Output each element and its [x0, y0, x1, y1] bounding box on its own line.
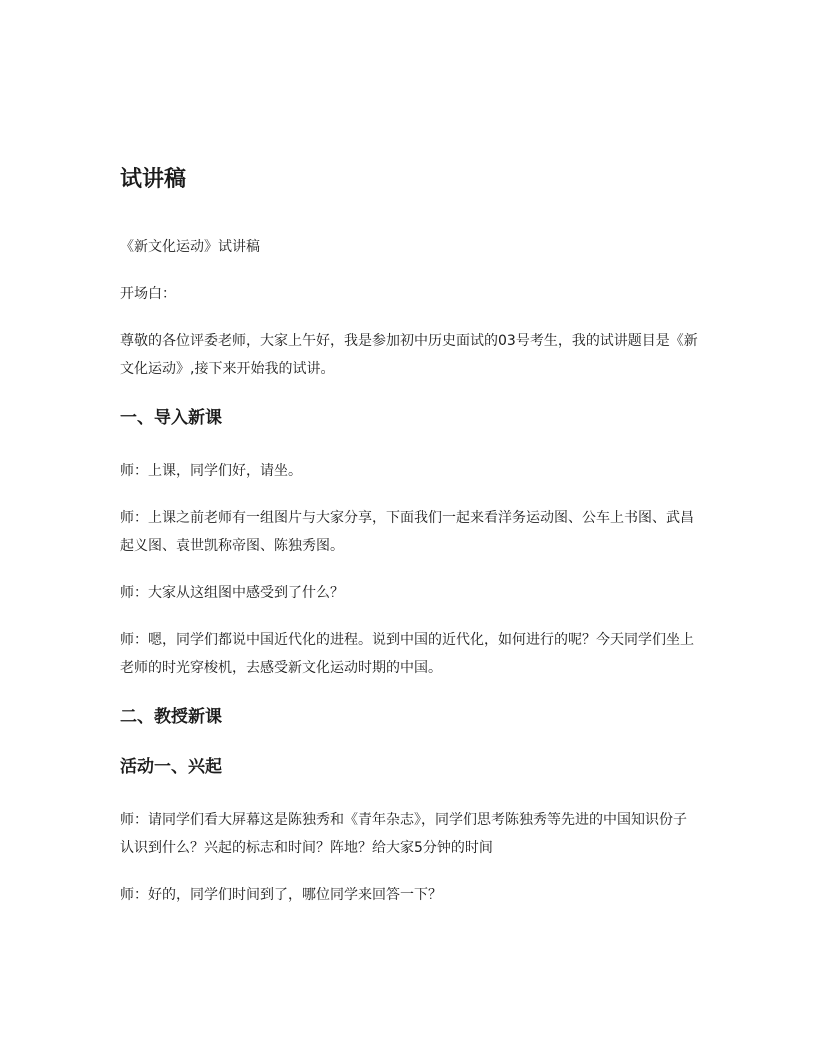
intro-paragraph: 师：上课之前老师有一组图片与大家分享，下面我们一起来看洋务运动图、公车上书图、武昌起义图、袁世凯称帝图、陈独秀图。: [120, 510, 694, 554]
section-heading-teach: 二、教授新课: [120, 707, 222, 727]
activity-paragraph: 师：好的，同学们时间到了，哪位同学来回答一下？: [120, 887, 442, 903]
intro-paragraph: 师：上课，同学们好，请坐。: [120, 463, 302, 479]
intro-paragraph: 师：嗯，同学们都说中国近代化的进程。说到中国的近代化，如何进行的呢？今天同学们坐上老师的时光穿梭机，去感受新文化运动时期的中国。: [120, 632, 694, 676]
intro-paragraph: 师：大家从这组图中感受到了什么？: [120, 585, 344, 601]
document-page: [120, 160, 700, 909]
lecture-subtitle: 《新文化运动》试讲稿: [120, 239, 260, 255]
section-heading-intro: 一、导入新课: [120, 408, 222, 428]
document-title: 试讲稿: [120, 167, 187, 192]
activity-paragraph: 师：请同学们看大屏幕这是陈独秀和《青年杂志》，同学们思考陈独秀等先进的中国知识份子认识到什么？兴起的标志和时间？阵地？给大家5分钟的时间: [120, 812, 687, 856]
opening-label: 开场白：: [120, 286, 176, 302]
activity-heading: 活动一、兴起: [120, 757, 222, 777]
opening-paragraph: 尊敬的各位评委老师，大家上午好，我是参加初中历史面试的03号考生，我的试讲题目是《新文化运动》,接下来开始我的试讲。: [120, 333, 698, 377]
